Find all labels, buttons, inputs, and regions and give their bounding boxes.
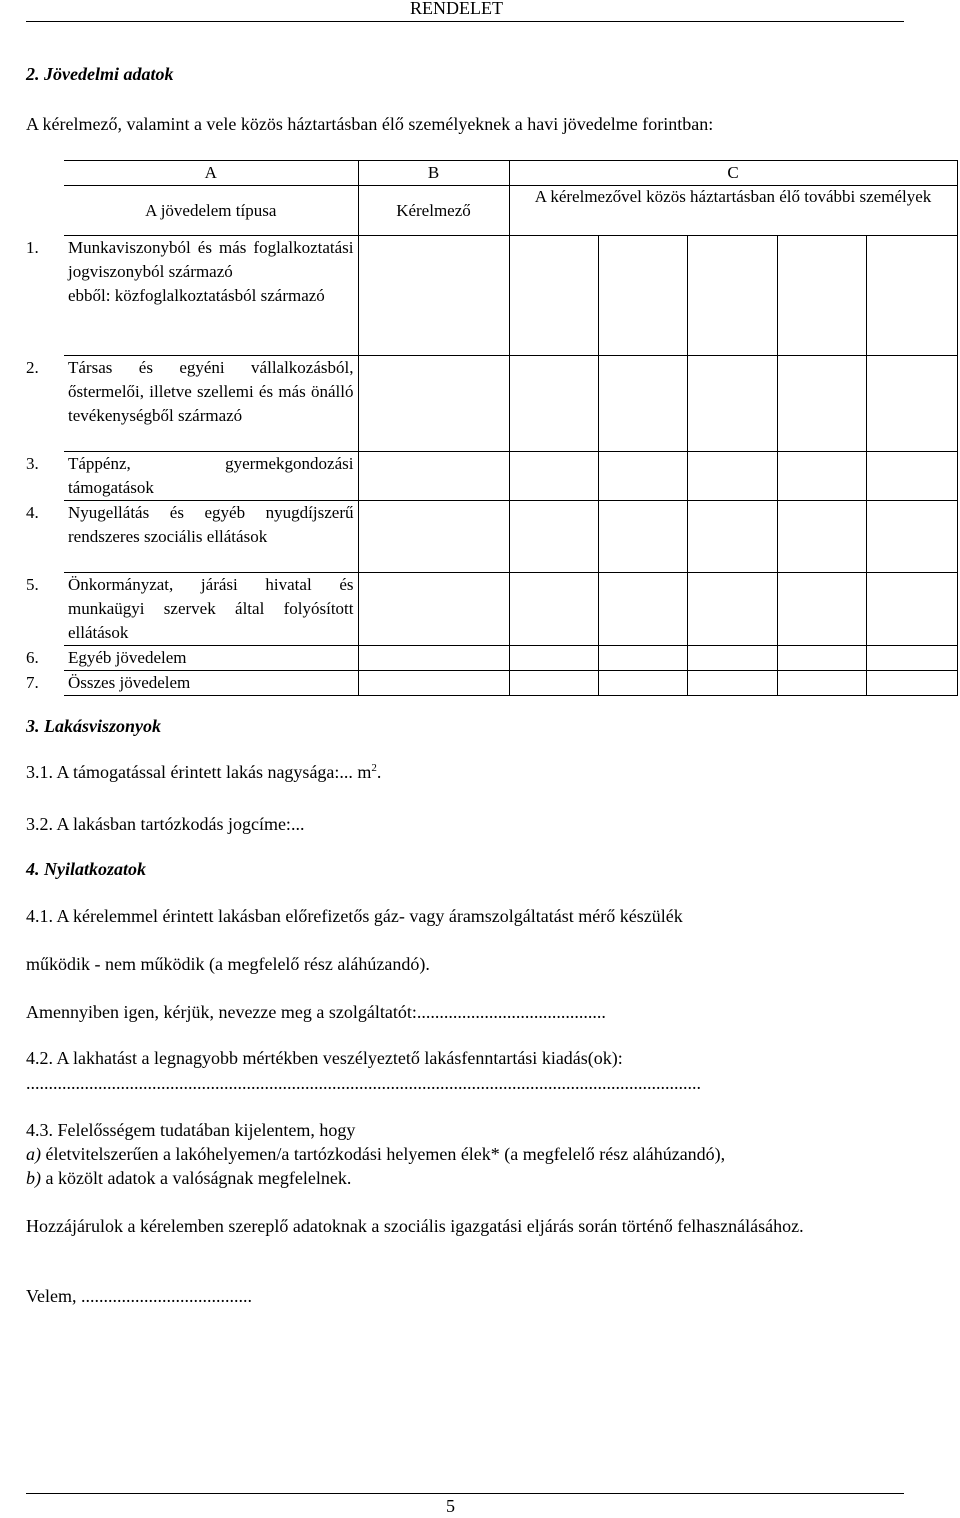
member-cell[interactable] — [687, 452, 777, 501]
row-num: 4. — [26, 502, 39, 522]
section-4-heading: 4. Nyilatkozatok — [26, 859, 146, 879]
member-cell[interactable] — [598, 236, 687, 356]
member-cell[interactable] — [509, 452, 598, 501]
footer-rule — [26, 1493, 904, 1494]
member-cell[interactable] — [598, 452, 687, 501]
member-cell[interactable] — [866, 671, 957, 696]
section-4-item-1-line-3: Amennyiben igen, kérjük, nevezze meg a szolgáltatót:.......................................... — [26, 1002, 606, 1022]
row-label: Társas és egyéni vállalkozásból, őstermelői, illetve szellemi és más önálló tevékenységből származó — [64, 356, 358, 452]
applicant-cell[interactable] — [358, 671, 509, 696]
member-cell[interactable] — [866, 356, 957, 452]
signature-line: Velem, ...................................... — [26, 1286, 252, 1306]
member-cell[interactable] — [866, 573, 957, 646]
member-cell[interactable] — [866, 452, 957, 501]
income-table — [26, 160, 958, 696]
member-cell[interactable] — [777, 236, 866, 356]
member-cell[interactable] — [687, 573, 777, 646]
row-num: 7. — [26, 672, 39, 692]
row-num: 6. — [26, 647, 39, 667]
page-number: 5 — [446, 1496, 455, 1516]
row-num: 2. — [26, 357, 39, 377]
section-3-item-1: 3.1. A támogatással érintett lakás nagysága:... $m^2$. — [26, 762, 382, 782]
member-cell[interactable] — [687, 671, 777, 696]
row-label: Egyéb jövedelem — [64, 646, 358, 671]
member-cell[interactable] — [509, 671, 598, 696]
member-cell[interactable] — [598, 646, 687, 671]
col-header-applicant: Kérelmező — [358, 186, 509, 236]
section-4-item-3-b: b) a közölt adatok a valóságnak megfelelnek. — [26, 1168, 352, 1188]
row-sublabel: ebből: közfoglalkoztatásból származó — [68, 286, 325, 305]
applicant-cell[interactable] — [358, 236, 509, 356]
member-cell[interactable] — [687, 356, 777, 452]
member-cell[interactable] — [777, 356, 866, 452]
member-cell[interactable] — [866, 501, 957, 573]
row-num: 5. — [26, 574, 39, 594]
row-label: Összes jövedelem — [64, 671, 358, 696]
section-4-item-3-a: a) életvitelszerűen a lakóhelyemen/a tartózkodási helyemen élek* (a megfelelő rész aláhúzandó), — [26, 1144, 726, 1164]
member-cell[interactable] — [866, 236, 957, 356]
member-cell[interactable] — [777, 671, 866, 696]
member-cell[interactable] — [509, 646, 598, 671]
header-title: RENDELET — [410, 0, 503, 18]
row-label: Önkormányzat, járási hivatal és munkaügyi szervek által folyósított ellátások — [64, 573, 358, 646]
member-cell[interactable] — [509, 573, 598, 646]
row-label: Táppénz, gyermekgondozási támogatások — [64, 452, 358, 501]
consent-statement: Hozzájárulok a kérelemben szereplő adatoknak a szociális igazgatási eljárás során történő felhasználásához. — [26, 1216, 804, 1236]
applicant-cell[interactable] — [358, 356, 509, 452]
section-3-item-2: 3.2. A lakásban tartózkodás jogcíme:... — [26, 814, 305, 834]
member-cell[interactable] — [777, 452, 866, 501]
col-letter-b: B — [358, 161, 509, 186]
member-cell[interactable] — [598, 356, 687, 452]
applicant-cell[interactable] — [358, 646, 509, 671]
member-cell[interactable] — [777, 646, 866, 671]
row-label: Munkaviszonyból és más foglalkoztatási jogviszonyból származó ebből: közfoglalkoztatásból származó — [64, 236, 358, 356]
header-rule — [26, 21, 904, 22]
col-header-type: A jövedelem típusa — [64, 186, 358, 236]
member-cell[interactable] — [777, 573, 866, 646]
section-2-intro: A kérelmező, valamint a vele közös háztartásban élő személyeknek a havi jövedelme forintban: — [26, 114, 714, 134]
applicant-cell[interactable] — [358, 452, 509, 501]
col-header-others: A kérelmezővel közös háztartásban élő további személyek — [509, 186, 957, 236]
member-cell[interactable] — [509, 356, 598, 452]
member-cell[interactable] — [509, 501, 598, 573]
member-cell[interactable] — [777, 501, 866, 573]
section-4-item-3-line-1: 4.3. Felelősségem tudatában kijelentem, hogy — [26, 1120, 356, 1140]
row-label: Nyugellátás és egyéb nyugdíjszerű rendszeres szociális ellátások — [64, 501, 358, 573]
section-4-item-2-line-2: ...................................................................................................................................................... — [26, 1073, 701, 1093]
col-letter-c: C — [509, 161, 957, 186]
section-2-heading: 2. Jövedelmi adatok — [26, 64, 174, 84]
row-num: 1. — [26, 237, 39, 257]
col-letter-a: A — [64, 161, 358, 186]
member-cell[interactable] — [687, 646, 777, 671]
section-4-item-2-line-1: 4.2. A lakhatást a legnagyobb mértékben veszélyeztető lakásfenntartási kiadás(ok): — [26, 1048, 623, 1068]
row-num: 3. — [26, 453, 39, 473]
section-4-item-1-line-2: működik - nem működik (a megfelelő rész aláhúzandó). — [26, 954, 430, 974]
applicant-cell[interactable] — [358, 501, 509, 573]
section-4-item-1-line-1: 4.1. A kérelemmel érintett lakásban előrefizetős gáz- vagy áramszolgáltatást mérő készülék — [26, 906, 683, 926]
member-cell[interactable] — [687, 501, 777, 573]
member-cell[interactable] — [598, 573, 687, 646]
applicant-cell[interactable] — [358, 573, 509, 646]
member-cell[interactable] — [509, 236, 598, 356]
member-cell[interactable] — [866, 646, 957, 671]
section-3-heading: 3. Lakásviszonyok — [26, 716, 161, 736]
member-cell[interactable] — [598, 671, 687, 696]
member-cell[interactable] — [687, 236, 777, 356]
member-cell[interactable] — [598, 501, 687, 573]
